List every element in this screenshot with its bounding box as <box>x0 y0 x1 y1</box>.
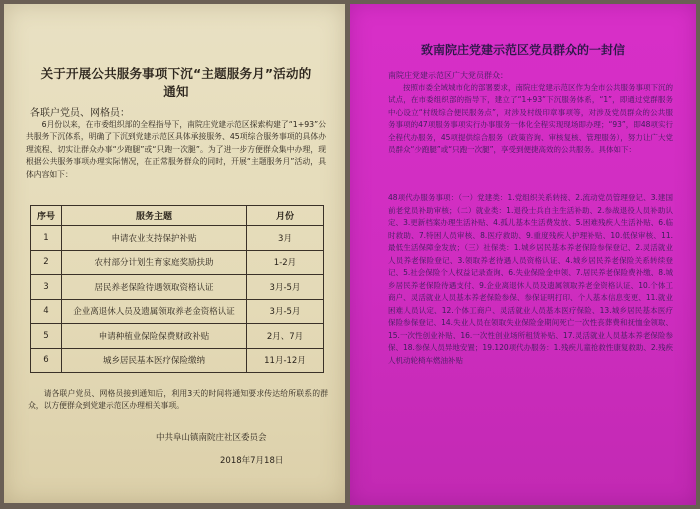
table-row <box>31 348 324 373</box>
header-theme: 服务主题 <box>62 206 247 226</box>
table-row <box>31 275 324 300</box>
row-month: 1-2月 <box>247 250 324 275</box>
left-notice <box>4 4 345 503</box>
row-theme: 企业离退休人员及遗属领取养老金资格认证 <box>62 299 247 324</box>
row-number: 3 <box>31 275 62 300</box>
letter-title: 致南院庄党建示范区党员群众的一封信 <box>420 43 625 57</box>
table-row <box>31 226 324 251</box>
row-number: 5 <box>31 324 62 349</box>
table-header-row <box>31 206 324 226</box>
row-number: 4 <box>31 299 62 324</box>
notice-footer: 请各联户党员、网格员接到通知后，利用3天的时间将通知要求传达给所联系的群众，以方便群众到党建示范区办理相关事项。 <box>28 389 328 411</box>
row-theme: 城乡居民基本医疗保险缴纳 <box>62 348 247 373</box>
row-theme: 农村部分计划生育家庭奖励扶助 <box>62 250 247 275</box>
table-row <box>31 324 324 349</box>
service-schedule-table <box>30 205 324 373</box>
row-month: 11月-12月 <box>247 348 324 373</box>
notice-salutation: 各联户党员、网格员： <box>30 108 130 119</box>
header-month: 月份 <box>247 206 324 226</box>
right-letter <box>350 4 696 505</box>
row-number: 1 <box>31 226 62 251</box>
notice-title-line2: 通知 <box>163 84 189 99</box>
row-theme: 申请农业支持保护补贴 <box>62 226 247 251</box>
row-theme: 居民养老保险待遇领取资格认证 <box>62 275 247 300</box>
letter-salutation: 南院庄党建示范区广大党员群众： <box>388 71 508 80</box>
row-month: 3月 <box>247 226 324 251</box>
row-month: 2月、7月 <box>247 324 324 349</box>
table-row <box>31 250 324 275</box>
notice-date: 2018年7月18日 <box>220 456 284 466</box>
header-number: 序号 <box>31 206 62 226</box>
row-month: 3月-5月 <box>247 299 324 324</box>
letter-service-list: 48项代办服务事项：（一）党建类：1.党组织关系转接、2.流动党员管理登记、3.建国前老党员补助审核；（二）就业类：1.退役士兵自主生活补助、2.参战退役人员补助认定、3.更新档案办理生活补贴、4.孤儿基本生活费发放、5.困难残疾人生活补贴、6.临时救助、7.特困人员审核、8.医疗救助、9.重度残疾人护理补贴、10.低保审核、11.最低生活保障金发放；（三）社保类：1.城乡居民基本养老保险参保登记、2.灵活就业人员养老保险登记、3.领取养老待遇人员资格认证、4.城乡居民养老保险关系转续登记、5.社会保险个人权益记录查询、6.失业保险金申领、7.居民养老保险费补缴、8.城乡居民养老保险待遇支付、9.企业离退休人员及遗属领取养老金资格认证、10.个体工商户、灵活就业人员基本养老保险参保、参保证明打印、个人基本信息变更、11.就业困难人员认定、12.个体工商户、灵活就业人员基本医疗保险、13.城乡居民基本医疗保险参保登记、14.失业人员在领取失业保险金期间死亡一次性丧葬费和抚恤金领取、15.一次性创业补贴、16.一次性创业场所租赁补贴、17.灵活就业人员基本养老保险参保、18.参保人员异地安置；19.120项代办服务：1.残疾儿童抢救性康复救助、2.残疾人机动轮椅车燃油补贴 <box>388 193 673 365</box>
letter-body: 按照市委全域城市化的部署要求，南院庄党建示范区作为全市公共服务事项下沉的试点，在市委组织部的指导下，建立了“1+93”下沉服务体系，“1”，即通过党群服务中心设立“村级综合便民服务点”，对涉及村级印章事项等，对涉及党员群众的公共服务事项的47项服务事项实行办事服务一体化全程实现现场即办理；“93”，即48项实行全程代办服务，45项提供综合服务（政策咨询、审核复核、管理服务），努力让广大党员群众“少跑腿”或“只跑一次腿”，享受到便捷高效的公共服务。具体如下： <box>388 83 673 155</box>
notice-title-line1: 关于开展公共服务事项下沉“主题服务月”活动的 <box>40 66 312 81</box>
table-row <box>31 299 324 324</box>
row-theme: 申请种植业保险保费财政补贴 <box>62 324 247 349</box>
notice-signature: 中共阜山镇南院庄社区委员会 <box>156 433 267 443</box>
row-number: 6 <box>31 348 62 373</box>
row-number: 2 <box>31 250 62 275</box>
notice-body: 6月份以来，在市委组织部的全程指导下，南院庄党建示范区探索构建了“1+93”公共服务下沉体系，明确了下沉到党建示范区具体承接服务、45项综合服务事项的具体办理流程、切实让群众办事“少跑腿”或“只跑一次腿”。为了进一步方便群众集中办理，现根据公共服务事项办理实际情况，在正常服务群众的同时，开展“主题服务月”活动，具体内容如下： <box>26 120 326 179</box>
row-month: 3月-5月 <box>247 275 324 300</box>
